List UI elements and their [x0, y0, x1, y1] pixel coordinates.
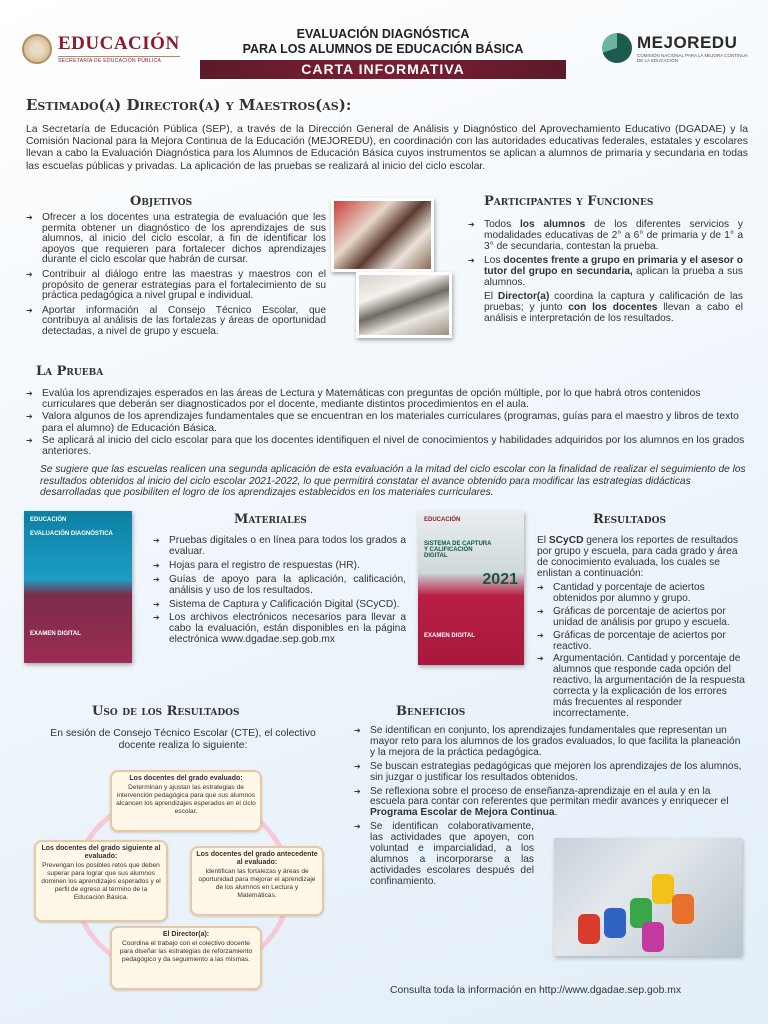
list-item: ➔ Los docentes frente a grupo en primaria y el asesor o tutor del grupo en secundaria, aplican la prueba a sus alumnos. [468, 255, 743, 288]
cover-label: EDUCACIÓN [30, 517, 67, 523]
objetivos-list [26, 213, 326, 342]
participantes-list [468, 219, 743, 325]
list-item: ➔ Evalúa los aprendizajes esperados en las áreas de Lectura y Matemáticas con preguntas de opción múltiple, por lo que habrá otros contenidos curriculares que deberán ser diagnosticados por el docente, mediante distintos procedimientos en el aula. [26, 388, 748, 411]
uso-heading: Uso de los Resultados [92, 704, 240, 719]
list-item: ➔ Gráficas de porcentaje de aciertos por reactivo. [537, 631, 745, 653]
list-item: ➔ Gráficas de porcentaje de aciertos por unidad de análisis por grupo y escuela. [537, 607, 745, 629]
students-photo-1 [331, 198, 434, 272]
banner: CARTA INFORMATIVA [200, 60, 566, 79]
list-item: ➔ Argumentación. Cantidad y porcentaje de alumnos que responde cada opción del reactivo, la argumentación de la respuesta correcta y la explicación de los errores más frecuentes al responder incorrectamente. [537, 654, 745, 719]
uso-intro: En sesión de Consejo Técnico Escolar (CTE), el colectivo docente realiza lo siguiente: [50, 728, 316, 751]
list-item: ➔ Todos los alumnos de los diferentes servicios y modalidades educativas de 2° a 6° de primaria y de 1° a 3° de secundaria, contestan la prueba. [468, 219, 743, 252]
list-item: ➔ Hojas para el registro de respuestas (HR). [153, 561, 406, 572]
mejoredu-subtitle: COMISIÓN NACIONAL PARA LA MEJORA CONTINUA DE LA EDUCACIÓN [637, 53, 748, 63]
title-line-1: EVALUACIÓN DIAGNÓSTICA [296, 27, 470, 41]
cycle-box-director: El Director(a): Coordina el trabajo con el colectivo docente para diseñar las estrategias de reforzamiento pedagógico y da seguimiento a las mismas. [110, 926, 262, 990]
list-item: ➔ Ofrecer a los docentes una estrategia de evaluación que les permita obtener un diagnóstico de los aprendizajes de sus alumnos, al inicio del ciclo escolar, a fin de identificar los apoyos que requieren para fortalecer dichos aprendizajes durante el ciclo escolar que habrán de cursar. [26, 213, 326, 266]
list-item: ➔ Sistema de Captura y Calificación Digital (SCyCD). [153, 600, 406, 611]
resultados-heading: Resultados [593, 512, 666, 527]
title-block [200, 27, 566, 79]
header [0, 0, 768, 90]
cycle-box-grado-antecedente: Los docentes del grado antecedente al evaluado: Identifican las fortalezas y áreas de oportunidad para mejorar el aprendizaje de los alumnos en Lectura y Matemáticas. [190, 846, 324, 916]
materiales-list [153, 536, 406, 649]
list-item: ➔ Los archivos electrónicos necesarios para llevar a cabo la evaluación, están disponibles en la página electrónica www.dgadae.sep.gob.mx [153, 613, 406, 646]
objetivos-heading: Objetivos [130, 194, 193, 209]
sep-logo [22, 33, 180, 64]
resultados-list [537, 583, 745, 722]
sistema-captura-cover-image [418, 511, 524, 665]
prueba-heading: La Prueba [36, 364, 104, 379]
cycle-box-grado-evaluado: Los docentes del grado evaluado: Determinan y ajustan las estrategias de intervención pedagógica para que sus alumnos alcancen los aprendizajes esperados en el ciclo escolar. [110, 770, 262, 832]
beneficios-heading: Beneficios [396, 704, 466, 719]
list-item: ➔ Se identifican en conjunto, los aprendizajes fundamentales que representan un mayor reto para los alumnos de los grados evaluados, lo que facilita la planeación y la mejora de la práctica pedagógica. [354, 726, 744, 759]
list-item: ➔ Aportar información al Consejo Técnico Escolar, que contribuya al análisis de las fortalezas y áreas de oportunidad detectadas, a nivel de grupo y escuela. [26, 306, 326, 338]
intro-paragraph: La Secretaría de Educación Pública (SEP), a través de la Dirección General de Análisis y Diagnóstico del Aprovechamiento Educativo (DGADAE) y la Comisión Nacional para la Mejora Continua de la Educación (MEJOREDU), en coordinación con las autoridades educativas federales, estatales y escolares llevan a cabo la Evaluación Diagnóstica para los Alumnos de Educación Básica cuyos instrumentos se aplican a alumnos de primaria y secundaria en todas las escuelas públicas y privadas. La aplicación de las pruebas se realizará al inicio del ciclo escolar. [26, 124, 748, 172]
list-item: ➔ Se identifican colaborativamente, las actividades que apoyen, con voluntad e imparcialidad, a los alumnos a incorporarse a las actividades escolares después del confinamiento. [354, 822, 534, 887]
mejoredu-title: MEJOREDU [637, 33, 738, 52]
participantes-heading: Participantes y Funciones [484, 194, 654, 209]
list-item: ➔ Cantidad y porcentaje de aciertos obtenidos por alumno y grupo. [537, 583, 745, 605]
list-item: ➔ Se reflexiona sobre el proceso de enseñanza-aprendizaje en el aula y en la escuela para contar con referentes que permitan medir avances y enriquecer el Programa Escolar de Mejora Continua. [354, 787, 744, 820]
evaluacion-cover-image [24, 511, 132, 663]
cycle-box-grado-siguiente: Los docentes del grado siguiente al evaluado: Prevengan los posibles retos que deben superar para lograr que sus alumnos dominen los aprendizajes esperados y el perfil de egreso al término de la Educación Básica. [34, 840, 168, 922]
resultados-intro: El SCyCD genera los reportes de resultados por grupo y escuela, para cada grado y área de conocimiento evaluada, los cuales se enlistan a continuación: [537, 535, 739, 579]
director-note: El Director(a) coordina la captura y calificación de las pruebas; y junto con los docentes llevan a cabo el análisis e interpretación de los resultados. [484, 291, 744, 324]
footer: Consulta toda la información en http://www.dgadae.sep.gob.mx [390, 985, 682, 996]
puzzle-figures-image [554, 838, 742, 956]
cover-label: EXAMEN DIGITAL [424, 633, 475, 639]
sep-title: EDUCACIÓN [58, 33, 180, 54]
list-item: ➔ Pruebas digitales o en línea para todos los grados a evaluar. [153, 536, 406, 558]
prueba-list [26, 388, 748, 458]
list-item: ➔ Valora algunos de los aprendizajes fundamentales que se encuentran en los materiales curriculares (programas, guías para el maestro y libros de texto para el alumno) de Educación Básica. [26, 411, 748, 434]
sep-seal-icon [22, 34, 52, 64]
mejoredu-logo [602, 33, 752, 63]
list-item: ➔ Guías de apoyo para la aplicación, calificación, análisis y uso de los resultados. [153, 575, 406, 597]
cover-label: EXAMEN DIGITAL [30, 631, 81, 637]
list-item: ➔ Se buscan estrategias pedagógicas que mejoren los aprendizajes de los alumnos, sin juzgar o justificar los resultados obtenidos. [354, 762, 744, 784]
students-photo-2 [356, 272, 452, 338]
cover-label: EVALUACIÓN DIAGNÓSTICA [30, 531, 113, 537]
cover-label: EDUCACIÓN [424, 517, 461, 523]
sep-subtitle: SECRETARÍA DE EDUCACIÓN PÚBLICA [58, 56, 180, 64]
cover-label: SISTEMA DE CAPTURA Y CALIFICACIÓN DIGITAL [424, 541, 492, 559]
materiales-heading: Materiales [234, 512, 307, 527]
list-item: ➔ Contribuir al diálogo entre las maestras y maestros con el propósito de generar estrategias para el fortalecimiento de su práctica pedagógica a nivel grupal e individual. [26, 270, 326, 302]
prueba-note: Se sugiere que las escuelas realicen una segunda aplicación de esta evaluación a la mitad del ciclo escolar con la finalidad de realizar el seguimiento de los resultados obtenidos al inicio del ciclo escolar 2021-2022, lo que permitirá constatar el avance obtenido para modificar las estrategias didácticas desarrolladas que posibiliten el logro de los aprendizajes establecidos en los materiales curriculares. [40, 464, 746, 499]
list-item: ➔ Se aplicará al inicio del ciclo escolar para que los docentes identifiquen el nivel de conocimientos y habilidades adquiridos por los alumnos en los grados anteriores. [26, 435, 748, 458]
cover-year: 2021 [482, 571, 518, 588]
mejoredu-circle-icon [602, 33, 632, 63]
greeting: Estimado(a) Director(a) y Maestros(as): [26, 96, 352, 114]
title-line-2: PARA LOS ALUMNOS DE EDUCACIÓN BÁSICA [242, 42, 524, 56]
